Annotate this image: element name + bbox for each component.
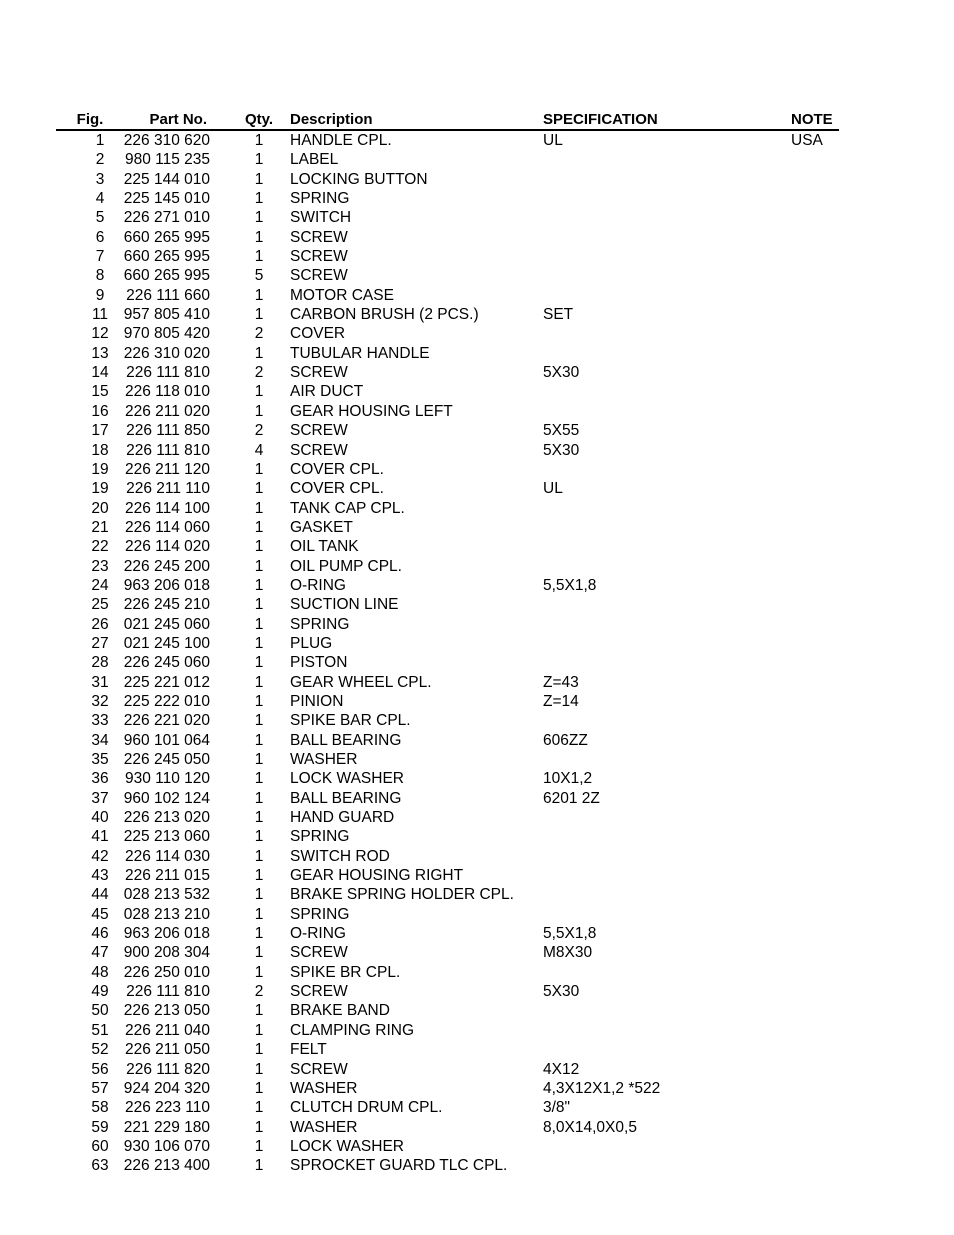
quantity-cell: 1 [254, 712, 264, 730]
description-cell: OIL TANK [290, 538, 359, 556]
specification-cell: 8,0X14,0X0,5 [543, 1118, 637, 1136]
fig-cell: 42 [91, 847, 109, 865]
table-row [56, 615, 839, 634]
fig-cell: 9 [95, 286, 105, 304]
specification-cell: Z=43 [543, 673, 579, 691]
specification-cell: 4X12 [543, 1060, 580, 1078]
table-row [56, 189, 839, 208]
part-number-cell: 226 211 120 [124, 460, 210, 478]
part-number-cell: 963 206 018 [123, 576, 210, 594]
table-row [56, 885, 839, 904]
part-number-cell: 226 213 400 [123, 1157, 210, 1175]
part-number-cell: 963 206 018 [123, 925, 210, 943]
description-cell: SCREW [290, 1060, 348, 1078]
table-row [56, 943, 839, 962]
part-number-cell: 660 265 995 [123, 267, 210, 285]
table-row [56, 711, 839, 730]
fig-cell: 1 [95, 132, 105, 149]
description-cell: PISTON [290, 654, 348, 672]
fig-cell: 17 [91, 422, 109, 440]
description-cell: GEAR HOUSING RIGHT [290, 867, 464, 885]
description-cell: CLUTCH DRUM CPL. [290, 1099, 443, 1117]
fig-cell: 45 [91, 905, 109, 923]
table-row [56, 266, 839, 285]
description-cell: GASKET [290, 518, 353, 536]
specification-cell: 5,5X1,8 [543, 576, 597, 594]
part-number-cell: 226 111 810 [126, 983, 210, 1001]
fig-cell: 12 [91, 325, 109, 343]
part-number-cell: 660 265 995 [123, 228, 210, 246]
fig-cell: 37 [91, 789, 109, 807]
part-number-cell: 225 144 010 [123, 170, 210, 188]
table-row [56, 634, 839, 653]
specification-cell: 5X55 [543, 422, 580, 440]
description-cell: FELT [290, 1041, 327, 1059]
part-number-cell: 980 115 235 [124, 151, 210, 169]
table-row [56, 808, 839, 827]
quantity-cell: 1 [254, 847, 264, 865]
fig-cell: 26 [91, 615, 109, 633]
header-note: NOTE [791, 111, 833, 128]
header-part-no: Part No. [149, 111, 207, 128]
description-cell: LOCKING BUTTON [290, 170, 428, 188]
quantity-cell: 1 [254, 1021, 264, 1039]
description-cell: SWITCH [290, 209, 352, 227]
table-row [56, 847, 839, 866]
description-cell: COVER CPL. [290, 480, 384, 498]
table-body [56, 131, 839, 1176]
quantity-cell: 1 [254, 557, 264, 575]
fig-cell: 47 [91, 944, 109, 962]
specification-cell: 606ZZ [543, 731, 588, 749]
quantity-cell: 1 [254, 673, 264, 691]
fig-cell: 25 [91, 596, 109, 614]
description-cell: LABEL [290, 151, 339, 169]
fig-cell: 15 [91, 383, 109, 401]
description-cell: SCREW [290, 364, 348, 382]
part-number-cell: 226 221 020 [123, 712, 210, 730]
table-row [56, 557, 839, 576]
part-number-cell: 226 213 050 [123, 1002, 210, 1020]
quantity-cell: 1 [254, 731, 264, 749]
part-number-cell: 225 222 010 [123, 692, 210, 710]
description-cell: TANK CAP CPL. [290, 499, 405, 517]
fig-cell: 52 [91, 1041, 109, 1059]
part-number-cell: 226 245 060 [123, 654, 210, 672]
table-row [56, 441, 839, 460]
fig-cell: 8 [95, 267, 105, 285]
part-number-cell: 660 265 995 [123, 248, 210, 266]
quantity-cell: 1 [254, 248, 264, 266]
part-number-cell: 225 145 010 [123, 190, 210, 208]
specification-cell: 4,3X12X1,2 *522 [543, 1079, 661, 1097]
part-number-cell: 930 106 070 [123, 1137, 210, 1155]
description-cell: HAND GUARD [290, 809, 395, 827]
quantity-cell: 1 [254, 944, 264, 962]
fig-cell: 50 [91, 1002, 109, 1020]
fig-cell: 63 [91, 1157, 109, 1175]
table-row [56, 208, 839, 227]
part-number-cell: 226 111 820 [126, 1060, 210, 1078]
part-number-cell: 226 118 010 [124, 383, 210, 401]
table-row [56, 1118, 839, 1137]
description-cell: SPRING [290, 828, 350, 846]
part-number-cell: 970 805 420 [123, 325, 210, 343]
fig-cell: 19 [91, 460, 109, 478]
header-description: Description [290, 111, 373, 128]
quantity-cell: 1 [254, 1079, 264, 1097]
description-cell: O-RING [290, 576, 346, 594]
description-cell: WASHER [290, 751, 358, 768]
quantity-cell: 4 [254, 441, 264, 459]
part-number-cell: 226 245 050 [123, 751, 210, 768]
fig-cell: 18 [91, 441, 109, 459]
table-row [56, 1001, 839, 1020]
quantity-cell: 2 [254, 364, 264, 382]
description-cell: SCREW [290, 983, 348, 1001]
part-number-cell: 960 102 124 [123, 789, 210, 807]
fig-cell: 3 [95, 170, 105, 188]
fig-cell: 28 [91, 654, 109, 672]
table-row [56, 789, 839, 808]
table-row [56, 247, 839, 266]
part-number-cell: 226 310 620 [123, 132, 210, 149]
quantity-cell: 1 [254, 615, 264, 633]
table-row [56, 982, 839, 1001]
description-cell: WASHER [290, 1118, 358, 1136]
quantity-cell: 1 [254, 151, 264, 169]
description-cell: SPIKE BR CPL. [290, 963, 401, 981]
fig-cell: 5 [95, 209, 105, 227]
quantity-cell: 1 [254, 867, 264, 885]
quantity-cell: 1 [254, 751, 264, 768]
header-specification: SPECIFICATION [543, 111, 658, 128]
description-cell: WASHER [290, 1079, 358, 1097]
part-number-cell: 957 805 410 [123, 306, 210, 324]
description-cell: CARBON BRUSH (2 PCS.) [290, 306, 479, 324]
description-cell: SPRING [290, 190, 350, 208]
part-number-cell: 226 213 020 [123, 809, 210, 827]
parts-list-table [56, 110, 839, 1176]
description-cell: BALL BEARING [290, 789, 402, 807]
fig-cell: 43 [91, 867, 109, 885]
fig-cell: 34 [91, 731, 109, 749]
part-number-cell: 960 101 064 [123, 731, 210, 749]
fig-cell: 13 [91, 344, 109, 362]
specification-cell: SET [543, 306, 574, 324]
part-number-cell: 226 245 200 [123, 557, 210, 575]
table-row [56, 228, 839, 247]
description-cell: SCREW [290, 944, 348, 962]
quantity-cell: 1 [254, 1118, 264, 1136]
description-cell: O-RING [290, 925, 346, 943]
quantity-cell: 1 [254, 809, 264, 827]
table-row [56, 324, 839, 343]
part-number-cell: 930 110 120 [124, 770, 210, 788]
table-row [56, 286, 839, 305]
part-number-cell: 226 114 100 [124, 499, 210, 517]
fig-cell: 57 [91, 1079, 109, 1097]
quantity-cell: 1 [254, 190, 264, 208]
fig-cell: 20 [91, 499, 109, 517]
table-row [56, 1079, 839, 1098]
quantity-cell: 1 [254, 344, 264, 362]
quantity-cell: 2 [254, 325, 264, 343]
fig-cell: 36 [91, 770, 109, 788]
description-cell: SWITCH ROD [290, 847, 390, 865]
table-row [56, 131, 839, 150]
description-cell: PINION [290, 692, 344, 710]
fig-cell: 2 [95, 151, 105, 169]
fig-cell: 41 [91, 828, 109, 846]
fig-cell: 14 [91, 364, 109, 382]
specification-cell: 10X1,2 [543, 770, 593, 788]
table-row [56, 1156, 839, 1175]
part-number-cell: 226 245 210 [123, 596, 210, 614]
quantity-cell: 1 [254, 828, 264, 846]
part-number-cell: 226 111 660 [126, 286, 210, 304]
quantity-cell: 1 [254, 692, 264, 710]
quantity-cell: 1 [254, 132, 264, 149]
description-cell: SCREW [290, 267, 348, 285]
description-cell: SCREW [290, 422, 348, 440]
description-cell: HANDLE CPL. [290, 132, 392, 149]
part-number-cell: 226 114 060 [124, 518, 210, 536]
specification-cell: 5,5X1,8 [543, 925, 597, 943]
part-number-cell: 225 221 012 [123, 673, 210, 691]
fig-cell: 7 [95, 248, 105, 266]
table-row [56, 1060, 839, 1079]
table-row [56, 382, 839, 401]
fig-cell: 49 [91, 983, 109, 1001]
table-row [56, 1098, 839, 1117]
part-number-cell: 028 213 210 [123, 905, 210, 923]
table-row [56, 924, 839, 943]
quantity-cell: 1 [254, 1041, 264, 1059]
part-number-cell: 226 310 020 [123, 344, 210, 362]
table-row [56, 692, 839, 711]
quantity-cell: 1 [254, 460, 264, 478]
quantity-cell: 1 [254, 228, 264, 246]
part-number-cell: 226 211 110 [126, 480, 210, 498]
description-cell: PLUG [290, 634, 333, 652]
fig-cell: 31 [91, 673, 109, 691]
part-number-cell: 924 204 320 [123, 1079, 210, 1097]
fig-cell: 6 [95, 228, 105, 246]
quantity-cell: 1 [254, 306, 264, 324]
fig-cell: 40 [91, 809, 109, 827]
table-row [56, 421, 839, 440]
table-row [56, 1040, 839, 1059]
fig-cell: 59 [91, 1118, 109, 1136]
fig-cell: 48 [91, 963, 109, 981]
part-number-cell: 225 213 060 [123, 828, 210, 846]
fig-cell: 46 [91, 925, 109, 943]
specification-cell: 5X30 [543, 441, 580, 459]
part-number-cell: 226 114 030 [124, 847, 210, 865]
description-cell: AIR DUCT [290, 383, 364, 401]
quantity-cell: 1 [254, 286, 264, 304]
table-row [56, 827, 839, 846]
fig-cell: 32 [91, 692, 109, 710]
part-number-cell: 221 229 180 [123, 1118, 210, 1136]
fig-cell: 51 [91, 1021, 109, 1039]
fig-cell: 23 [91, 557, 109, 575]
part-number-cell: 900 208 304 [123, 944, 210, 962]
quantity-cell: 1 [254, 925, 264, 943]
description-cell: SCREW [290, 228, 348, 246]
fig-cell: 56 [91, 1060, 109, 1078]
fig-cell: 19 [91, 480, 109, 498]
description-cell: SCREW [290, 441, 348, 459]
fig-cell: 35 [91, 751, 109, 768]
description-cell: SPIKE BAR CPL. [290, 712, 411, 730]
table-row [56, 402, 839, 421]
note-cell: USA [791, 132, 823, 149]
quantity-cell: 1 [254, 538, 264, 556]
table-row [56, 750, 839, 769]
fig-cell: 4 [95, 190, 105, 208]
specification-cell: 3/8" [543, 1099, 571, 1117]
part-number-cell: 028 213 532 [123, 886, 210, 904]
description-cell: CLAMPING RING [290, 1021, 415, 1039]
table-row [56, 1137, 839, 1156]
description-cell: BRAKE SPRING HOLDER CPL. [290, 886, 514, 904]
description-cell: GEAR HOUSING LEFT [290, 402, 453, 420]
quantity-cell: 1 [254, 402, 264, 420]
part-number-cell: 226 223 110 [124, 1099, 210, 1117]
quantity-cell: 1 [254, 1157, 264, 1175]
table-row [56, 595, 839, 614]
fig-cell: 58 [91, 1099, 109, 1117]
quantity-cell: 1 [254, 634, 264, 652]
quantity-cell: 1 [254, 596, 264, 614]
part-number-cell: 226 111 810 [126, 441, 210, 459]
quantity-cell: 1 [254, 518, 264, 536]
description-cell: SPROCKET GUARD TLC CPL. [290, 1157, 508, 1175]
fig-cell: 11 [91, 306, 109, 324]
specification-cell: UL [543, 132, 563, 149]
table-row [56, 866, 839, 885]
table-row [56, 150, 839, 169]
fig-cell: 22 [91, 538, 109, 556]
description-cell: TUBULAR HANDLE [290, 344, 430, 362]
header-fig: Fig. [76, 111, 104, 128]
quantity-cell: 1 [254, 770, 264, 788]
part-number-cell: 226 211 050 [124, 1041, 210, 1059]
quantity-cell: 1 [254, 963, 264, 981]
part-number-cell: 226 111 850 [126, 422, 210, 440]
table-row [56, 460, 839, 479]
specification-cell: 5X30 [543, 983, 580, 1001]
table-row [56, 537, 839, 556]
part-number-cell: 226 250 010 [123, 963, 210, 981]
description-cell: SUCTION LINE [290, 596, 399, 614]
quantity-cell: 1 [254, 1099, 264, 1117]
table-row [56, 344, 839, 363]
description-cell: COVER CPL. [290, 460, 384, 478]
fig-cell: 16 [91, 402, 109, 420]
table-row [56, 769, 839, 788]
specification-cell: 6201 2Z [543, 789, 600, 807]
table-row [56, 653, 839, 672]
description-cell: SPRING [290, 905, 350, 923]
table-row [56, 499, 839, 518]
part-number-cell: 021 245 100 [123, 634, 210, 652]
quantity-cell: 1 [254, 905, 264, 923]
description-cell: COVER [290, 325, 346, 343]
quantity-cell: 1 [254, 1137, 264, 1155]
table-row [56, 1021, 839, 1040]
fig-cell: 44 [91, 886, 109, 904]
table-row [56, 963, 839, 982]
table-row [56, 305, 839, 324]
fig-cell: 27 [91, 634, 109, 652]
quantity-cell: 2 [254, 422, 264, 440]
description-cell: BALL BEARING [290, 731, 402, 749]
fig-cell: 21 [91, 518, 109, 536]
quantity-cell: 1 [254, 170, 264, 188]
quantity-cell: 1 [254, 1002, 264, 1020]
description-cell: MOTOR CASE [290, 286, 394, 304]
description-cell: OIL PUMP CPL. [290, 557, 402, 575]
quantity-cell: 1 [254, 576, 264, 594]
header-qty: Qty. [244, 111, 274, 128]
quantity-cell: 1 [254, 499, 264, 517]
description-cell: SPRING [290, 615, 350, 633]
quantity-cell: 1 [254, 886, 264, 904]
quantity-cell: 1 [254, 654, 264, 672]
description-cell: GEAR WHEEL CPL. [290, 673, 432, 691]
quantity-cell: 2 [254, 983, 264, 1001]
quantity-cell: 1 [254, 209, 264, 227]
part-number-cell: 226 111 810 [126, 364, 210, 382]
table-row [56, 518, 839, 537]
quantity-cell: 5 [254, 267, 264, 285]
specification-cell: UL [543, 480, 563, 498]
part-number-cell: 226 271 010 [123, 209, 210, 227]
table-header [56, 110, 839, 131]
table-row [56, 479, 839, 498]
fig-cell: 60 [91, 1137, 109, 1155]
table-row [56, 731, 839, 750]
description-cell: LOCK WASHER [290, 1137, 404, 1155]
description-cell: SCREW [290, 248, 348, 266]
specification-cell: 5X30 [543, 364, 580, 382]
table-row [56, 905, 839, 924]
table-row [56, 363, 839, 382]
specification-cell: Z=14 [543, 692, 579, 710]
fig-cell: 24 [91, 576, 109, 594]
quantity-cell: 1 [254, 383, 264, 401]
specification-cell: M8X30 [543, 944, 593, 962]
table-row [56, 170, 839, 189]
part-number-cell: 226 211 015 [124, 867, 210, 885]
description-cell: BRAKE BAND [290, 1002, 390, 1020]
quantity-cell: 1 [254, 480, 264, 498]
quantity-cell: 1 [254, 789, 264, 807]
table-row [56, 576, 839, 595]
part-number-cell: 226 211 040 [124, 1021, 210, 1039]
description-cell: LOCK WASHER [290, 770, 404, 788]
part-number-cell: 021 245 060 [123, 615, 210, 633]
fig-cell: 33 [91, 712, 109, 730]
part-number-cell: 226 114 020 [124, 538, 210, 556]
part-number-cell: 226 211 020 [124, 402, 210, 420]
table-row [56, 673, 839, 692]
quantity-cell: 1 [254, 1060, 264, 1078]
